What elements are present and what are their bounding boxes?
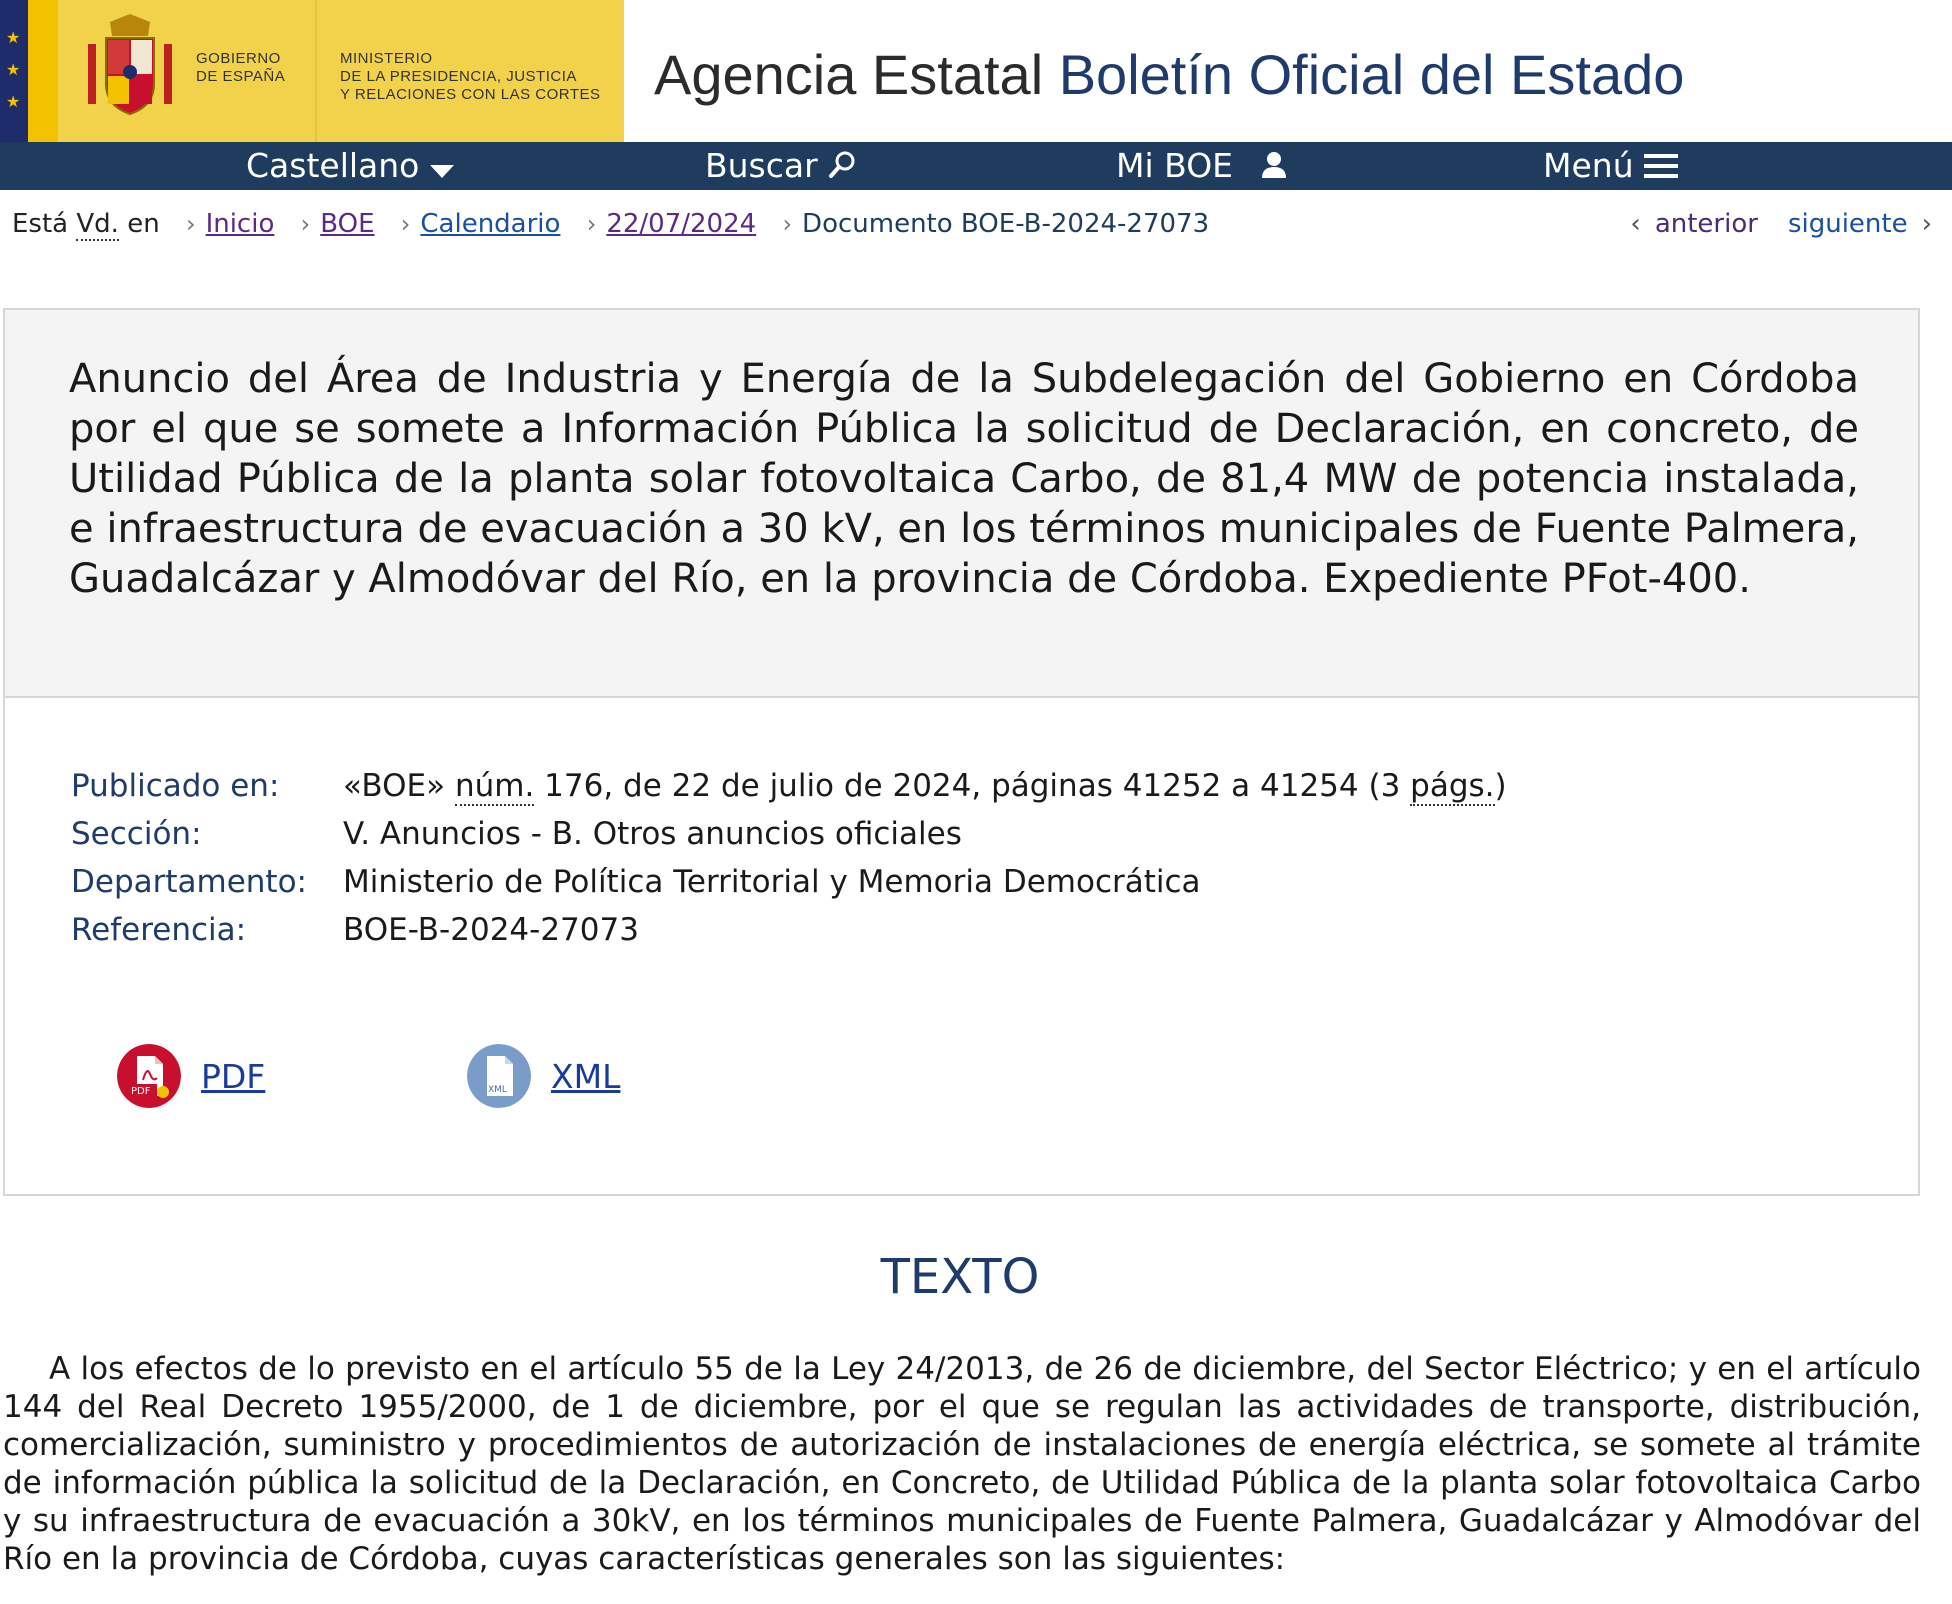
body-paragraph: A los efectos de lo previsto en el artículo 55 de la Ley 24/2013, de 26 de diciembre, del Sector Eléctrico; y en el artículo 144 del Real Decreto 1955/2000, de 1 de diciembre, por el que se regulan las actividades de transporte, distribución, comercialización, suministro y procedimientos de autorización de instalaciones de energía eléctrica, se somete al trámite de información pública la solicitud de la Declaración, en Concreto, de Utilidad Pública de la planta solar fotovoltaica Carbo y su infraestructura de evacuación a 30kV, en los términos municipales de Fuente Palmera, Guadalcázar y Almodóvar del Río en la provincia de Córdoba, cuyas características generales son las siguientes:	[3, 1351, 1921, 1577]
chevron-right-icon: ›	[300, 210, 311, 238]
star-icon: ★	[6, 28, 21, 47]
xml-link-label: XML	[551, 1057, 621, 1096]
meta-label: Publicado en:	[71, 768, 280, 804]
document-card	[3, 308, 1920, 1196]
chevron-right-icon: ›	[1921, 209, 1932, 239]
gov-line: GOBIERNO	[196, 50, 281, 67]
star-icon: ★	[6, 92, 21, 111]
search-button[interactable]	[705, 142, 858, 190]
caret-down-icon	[429, 144, 455, 192]
num-abbr: núm.	[454, 768, 535, 804]
pags-abbr: págs.	[1410, 768, 1495, 804]
pdf-link-label: PDF	[201, 1057, 266, 1096]
document-pagination	[1630, 204, 1932, 244]
menu-button[interactable]	[1543, 142, 1678, 190]
meta-value: V. Anuncios - B. Otros anuncios oficiales	[343, 816, 962, 852]
search-label: Buscar	[705, 146, 818, 185]
meta-value: Ministerio de Política Territorial y Memoria Democrática	[343, 864, 1201, 900]
chevron-right-icon: ›	[185, 210, 196, 238]
ministry-label	[340, 50, 601, 104]
breadcrumb-link-date[interactable]: 22/07/2024	[606, 209, 757, 239]
site-title-boe: Boletín Oficial del Estado	[1058, 43, 1685, 106]
chevron-right-icon: ›	[400, 210, 411, 238]
my-boe-label: Mi BOE	[1116, 146, 1234, 185]
meta-row-department	[71, 858, 1507, 906]
ministry-line: MINISTERIO	[340, 50, 433, 67]
user-icon	[1261, 144, 1287, 192]
next-link[interactable]: siguiente	[1787, 209, 1908, 239]
flag-strip	[0, 0, 58, 142]
my-boe-button[interactable]	[1116, 142, 1287, 190]
main-nav	[0, 142, 1952, 190]
published-detail: 176, de 22 de julio de 2024, páginas 41252 a 41254 (3	[534, 768, 1411, 804]
document-title: Anuncio del Área de Industria y Energía de la Subdelegación del Gobierno en Córdoba por el que se somete a Información Pública la solicitud de Declaración, en concreto, de Utilidad Pública de la planta solar fotovoltaica Carbo, de 81,4 MW de potencia instalada, e infraestructura de evacuación a 30 kV, en los términos municipales de Fuente Palmera, Guadalcázar y Almodóvar del Río, en la provincia de Córdoba. Expediente PFot-400.	[69, 356, 1859, 602]
pdf-file-icon	[117, 1044, 181, 1108]
government-banner[interactable]	[0, 0, 624, 142]
document-metadata	[71, 762, 1507, 954]
ministry-line: DE LA PRESIDENCIA, JUSTICIA	[340, 68, 577, 85]
site-header	[0, 0, 1952, 142]
meta-row-reference	[71, 906, 1507, 954]
language-label: Castellano	[246, 146, 420, 185]
breadcrumb-prefix-end: en	[118, 209, 160, 239]
meta-row-section	[71, 810, 1507, 858]
meta-label: Referencia:	[71, 912, 247, 948]
spain-flag-band	[28, 0, 58, 142]
breadcrumb	[12, 204, 1209, 244]
hamburger-icon	[1644, 144, 1678, 192]
ministry-line: Y RELACIONES CON LAS CORTES	[340, 86, 601, 103]
star-icon: ★	[6, 60, 21, 79]
divider	[315, 0, 317, 142]
coat-of-arms-icon	[80, 14, 180, 124]
document-title-panel	[5, 310, 1918, 698]
chevron-right-icon: ›	[586, 210, 597, 238]
menu-label: Menú	[1543, 146, 1634, 185]
published-end: )	[1494, 768, 1507, 804]
language-selector[interactable]	[246, 142, 455, 190]
breadcrumb-link-inicio[interactable]: Inicio	[205, 209, 275, 239]
xml-icon-text: XML	[488, 1085, 507, 1095]
meta-label: Departamento:	[71, 864, 307, 900]
pdf-icon-text: PDF	[131, 1086, 151, 1097]
breadcrumb-link-calendario[interactable]: Calendario	[420, 209, 561, 239]
meta-label: Sección:	[71, 816, 202, 852]
meta-value: BOE-B-2024-27073	[343, 912, 639, 948]
meta-row-published	[71, 762, 1507, 810]
search-icon	[828, 144, 858, 192]
gov-line: DE ESPAÑA	[196, 68, 286, 85]
breadcrumb-abbr: Vd.	[76, 209, 119, 239]
site-title-agency: Agencia Estatal	[654, 43, 1044, 106]
breadcrumb-link-boe[interactable]: BOE	[320, 209, 375, 239]
meta-value	[343, 762, 1507, 810]
chevron-right-icon: ›	[782, 210, 793, 238]
boe-label: «BOE»	[343, 768, 446, 804]
chevron-left-icon: ‹	[1630, 209, 1641, 239]
breadcrumb-prefix: Está	[12, 209, 77, 239]
xml-file-icon	[467, 1044, 531, 1108]
texto-heading: TEXTO	[880, 1249, 1040, 1305]
government-label	[196, 50, 285, 86]
eu-flag-band	[0, 0, 28, 142]
site-title[interactable]	[654, 40, 1684, 110]
breadcrumb-current: Documento BOE-B-2024-27073	[802, 209, 1210, 239]
previous-link[interactable]: anterior	[1654, 209, 1758, 239]
